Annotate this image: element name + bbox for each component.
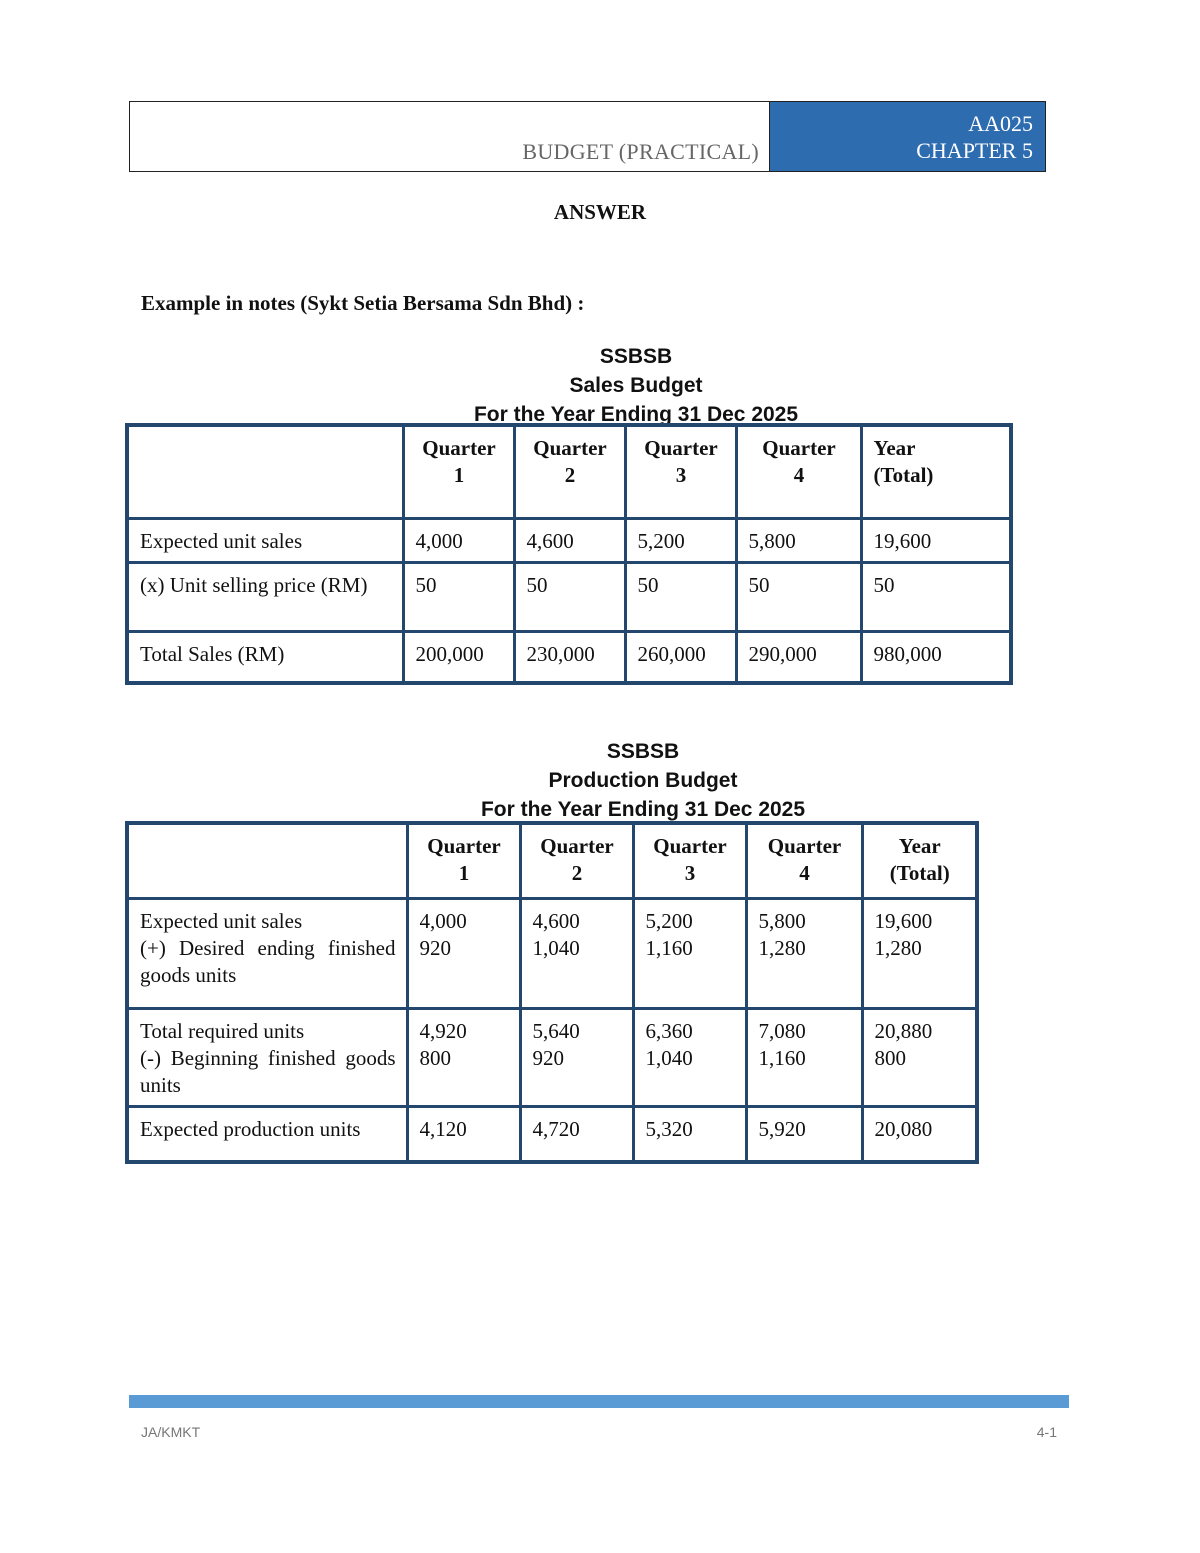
cell-value: 290,000 xyxy=(736,631,861,683)
header-quarter-3: Quarter 3 xyxy=(625,425,736,518)
page-header xyxy=(129,101,1046,172)
cell-value: 4,120 xyxy=(407,1106,520,1162)
caption-company: SSBSB xyxy=(606,740,680,763)
table-row xyxy=(127,518,1011,562)
caption-company: SSBSB xyxy=(599,345,673,368)
row-label: Total Sales (RM) xyxy=(127,631,403,683)
cell-value: 260,000 xyxy=(625,631,736,683)
caption-title: Sales Budget xyxy=(569,374,703,397)
sales-budget-table xyxy=(125,423,1013,685)
table-row xyxy=(127,1008,977,1106)
header-quarter-2: Quarter 2 xyxy=(514,425,625,518)
header-quarter-4: Quarter 4 xyxy=(736,425,861,518)
header-code-cell xyxy=(770,102,1045,171)
cell-value: 5,320 xyxy=(633,1106,746,1162)
cell-value: 7,080 1,160 xyxy=(746,1008,862,1106)
cell-value: 230,000 xyxy=(514,631,625,683)
cell-value: 5,800 xyxy=(736,518,861,562)
cell-value: 5,640 920 xyxy=(520,1008,633,1106)
header-year-total: Year (Total) xyxy=(861,425,1011,518)
answer-heading: ANSWER xyxy=(553,200,647,224)
table-row xyxy=(127,898,977,1008)
cell-value: 19,600 xyxy=(861,518,1011,562)
cell-value: 4,920 800 xyxy=(407,1008,520,1106)
header-title-cell xyxy=(130,102,770,171)
caption-period: For the Year Ending 31 Dec 2025 xyxy=(473,403,799,426)
cell-value: 50 xyxy=(514,562,625,631)
cell-value: 19,600 1,280 xyxy=(862,898,977,1008)
header-quarter-3: Quarter 3 xyxy=(633,823,746,898)
production-budget-caption xyxy=(343,737,943,824)
table-row xyxy=(127,562,1011,631)
header-quarter-1: Quarter 1 xyxy=(403,425,514,518)
cell-value: 980,000 xyxy=(861,631,1011,683)
cell-value: 6,360 1,040 xyxy=(633,1008,746,1106)
production-budget-table xyxy=(125,821,979,1164)
caption-period: For the Year Ending 31 Dec 2025 xyxy=(480,798,806,821)
cell-value: 4,000 xyxy=(403,518,514,562)
row-label: (x) Unit selling price (RM) xyxy=(127,562,403,631)
header-title: BUDGET (PRACTICAL) xyxy=(522,139,759,164)
chapter-label: CHAPTER 5 xyxy=(916,138,1033,163)
course-code: AA025 xyxy=(968,111,1033,136)
cell-value: 200,000 xyxy=(403,631,514,683)
header-quarter-4: Quarter 4 xyxy=(746,823,862,898)
header-empty-cell xyxy=(127,823,407,898)
footer-divider xyxy=(129,1395,1069,1408)
cell-value: 4,000 920 xyxy=(407,898,520,1008)
row-label: Expected unit sales xyxy=(127,518,403,562)
row-label: Expected production units xyxy=(127,1106,407,1162)
cell-value: 5,200 xyxy=(625,518,736,562)
header-year-total: Year (Total) xyxy=(862,823,977,898)
intro-text: Example in notes (Sykt Setia Bersama Sdn Bhd) : xyxy=(141,291,585,315)
cell-value: 4,720 xyxy=(520,1106,633,1162)
row-label: Expected unit sales (+) Desired ending finished goods units xyxy=(127,898,407,1008)
row-label: Total required units (-) Beginning finished goods units xyxy=(127,1008,407,1106)
header-quarter-2: Quarter 2 xyxy=(520,823,633,898)
header-empty-cell xyxy=(127,425,403,518)
cell-value: 20,080 xyxy=(862,1106,977,1162)
table-row xyxy=(127,631,1011,683)
header-quarter-1: Quarter 1 xyxy=(407,823,520,898)
table-header-row xyxy=(127,425,1011,518)
cell-value: 5,200 1,160 xyxy=(633,898,746,1008)
cell-value: 4,600 xyxy=(514,518,625,562)
sales-budget-caption xyxy=(336,342,936,429)
cell-value: 20,880 800 xyxy=(862,1008,977,1106)
cell-value: 4,600 1,040 xyxy=(520,898,633,1008)
cell-value: 50 xyxy=(625,562,736,631)
cell-value: 50 xyxy=(736,562,861,631)
cell-value: 50 xyxy=(403,562,514,631)
table-row xyxy=(127,1106,977,1162)
cell-value: 5,800 1,280 xyxy=(746,898,862,1008)
caption-title: Production Budget xyxy=(548,769,738,792)
cell-value: 50 xyxy=(861,562,1011,631)
footer-author: JA/KMKT xyxy=(141,1424,201,1440)
page-number: 4-1 xyxy=(1036,1424,1057,1440)
cell-value: 5,920 xyxy=(746,1106,862,1162)
table-header-row xyxy=(127,823,977,898)
